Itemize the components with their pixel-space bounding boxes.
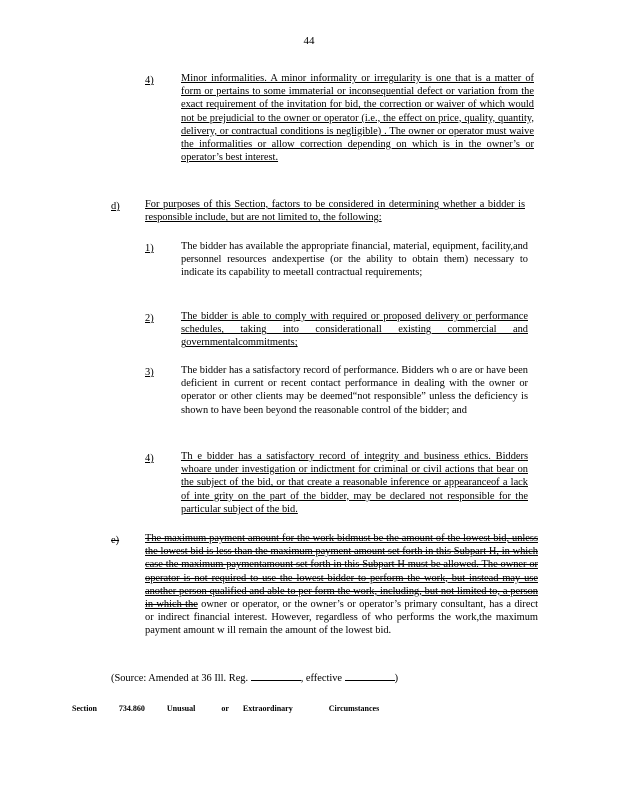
section-word: Circumstances: [328, 704, 380, 713]
subitem-marker: 1): [145, 243, 154, 254]
source-note: [111, 670, 398, 685]
effective-blank: [345, 670, 395, 681]
subitem-marker: 3): [145, 367, 154, 378]
source-open: (Source: Amended at 36: [111, 673, 212, 684]
subitem-marker: 4): [145, 453, 154, 464]
section-number: 734.860: [118, 704, 145, 713]
source-reg: Ill. Reg.: [214, 673, 249, 684]
item-marker: e): [111, 535, 120, 546]
reg-blank: [251, 670, 301, 681]
section-heading: [72, 702, 401, 715]
section-word: Unusual: [166, 704, 196, 713]
plain-text: owner or operator, or the owner’s or operator’s primary consultant, has a direct or indirect financial interest. However, regardless of who performs the work,the maximum payment amount w ill remain the amount of the lowest bid.: [145, 599, 538, 637]
section-word: or: [221, 704, 229, 713]
source-effective: , effective: [300, 673, 343, 684]
subitem-marker: 2): [145, 313, 154, 324]
section-word: Extraordinary: [242, 704, 293, 713]
subitem-text: Th e bidder has a satisfactory record of integrity and business ethics. Bidders whoare under investigation or indictment for criminal or civil actions that bear on the subject of the bid, or that create a reasonable inference or appearanceof a lack of inte grity on the part of the bidder, may be declared not responsible for the particular subject of the bid.: [181, 451, 528, 515]
struck-text: The maximum payment amount for the work bidmust be the amount of the lowest bid, unless the lowest bid is less than the maximum payment amount set forth in this Subpart H, in which case the maximum paymentamount set forth in this Subpart H must be allowed. The owner or operator is not required to use the lowest bidder to perform the work, but instead may use another person qualified and able to per form the work, including, but not limited to, a person in which the: [145, 533, 538, 611]
section-label: Section: [72, 704, 97, 713]
item-text: For purposes of this Section, factors to be considered in determining whether a bidder is responsible include, but are not limited to, the following:: [145, 199, 525, 224]
item-text: [145, 532, 538, 638]
item-marker: 4): [145, 75, 154, 86]
page-number: 44: [303, 35, 315, 47]
item-text: Minor informalities. A minor informality or irregularity is one that is a matter of form or pertains to some immaterial or inconsequential defect or variation from the exact requirement of the invitation for bid, the correction or waiver of which would not be prejudicial to the owner or operator (i.e., the effect on price, quality, quantity, delivery, or contractual conditions is negligible) . The owner or operator must waive the informalities or allow correction depending on which is in the owner’s or operator’s best interest.: [181, 73, 534, 164]
subitem-text: The bidder has available the appropriate financial, material, equipment, facility,and personnel resources andexpertise (or the ability to obtain them) necessary to indicate its capability to meetall contractual requirements;: [181, 241, 528, 279]
item-marker: d): [111, 201, 120, 212]
subitem-text: The bidder has a satisfactory record of performance. Bidders wh o are or have been deficient in current or recent contact performance in dealing with the owner or operator or other clients may be deemed“not responsible” unless the deficiency is shown to have been beyond the reasonable control of the bidder; and: [181, 365, 528, 416]
subitem-text: The bidder is able to comply with required or proposed delivery or performance schedules, taking into considerationall existing commercial and governmentalcommitments;: [181, 311, 528, 349]
source-close: ): [394, 673, 399, 684]
